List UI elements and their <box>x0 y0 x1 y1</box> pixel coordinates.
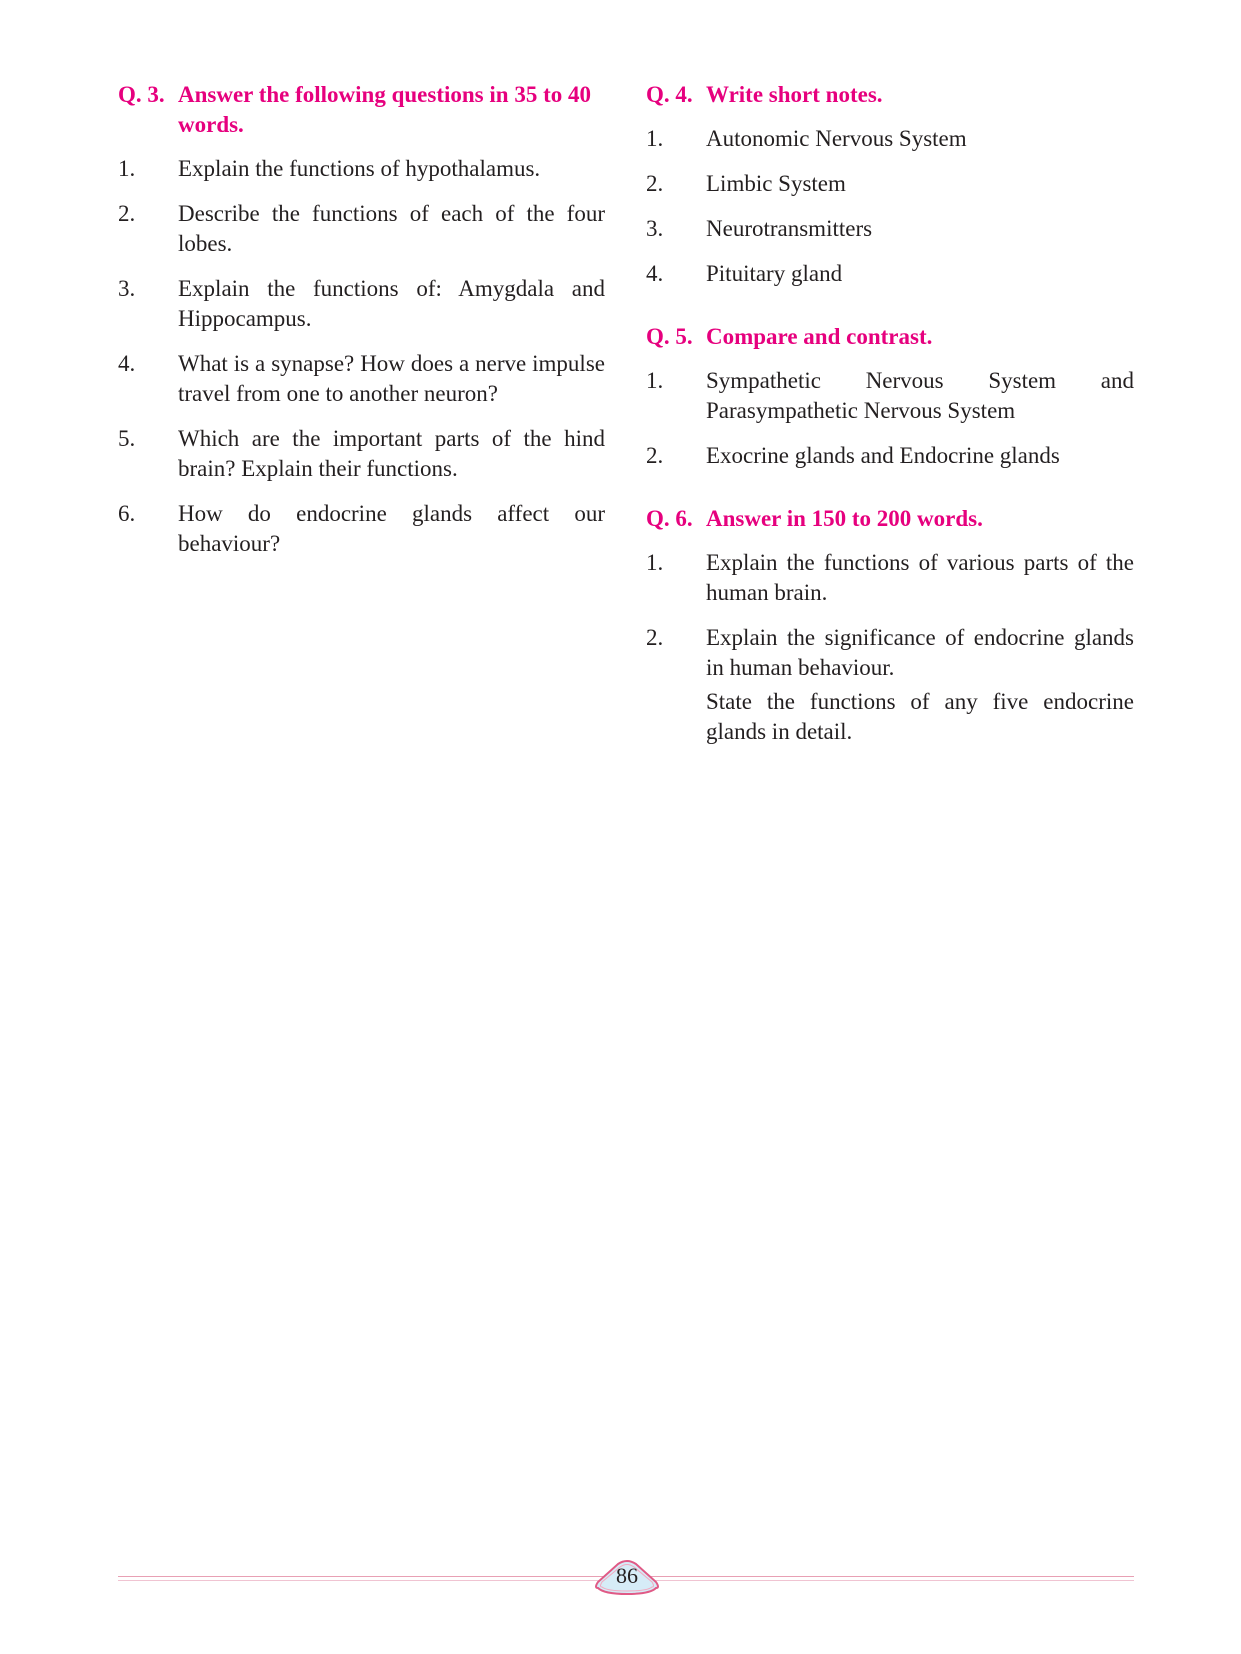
item-number: 1. <box>646 368 664 393</box>
item-text: Limbic System <box>706 171 846 196</box>
left-column <box>118 80 605 574</box>
item-text: Neurotransmitters <box>706 216 873 241</box>
item-text: Which are the important parts of the hind brain? Explain their functions. <box>178 426 605 481</box>
item-number: 3. <box>646 216 664 241</box>
q5-heading <box>646 322 1134 352</box>
item-number: 2. <box>118 201 136 226</box>
list-item <box>118 274 605 334</box>
q6-heading <box>646 504 1134 534</box>
right-column <box>646 80 1134 762</box>
q5-title: Compare and contrast. <box>706 324 933 349</box>
list-item <box>118 424 605 484</box>
list-item <box>646 124 1134 154</box>
item-text: Explain the significance of endocrine glands in human behaviour. <box>706 625 1134 680</box>
item-text: How do endocrine glands affect our behaviour? <box>178 501 605 556</box>
item-number: 5. <box>118 426 136 451</box>
section-spacer <box>646 486 1134 504</box>
item-number: 1. <box>646 550 664 575</box>
list-item <box>118 154 605 184</box>
list-item <box>646 259 1134 289</box>
section-spacer <box>646 304 1134 322</box>
item-number: 4. <box>118 351 136 376</box>
q5-number: Q. 5. <box>646 324 693 349</box>
item-text-continued: State the functions of any five endocrine glands in detail. <box>706 689 1134 744</box>
item-number: 1. <box>118 156 136 181</box>
item-text: Explain the functions of: Amygdala and Hippocampus. <box>178 276 605 331</box>
item-text: Explain the functions of various parts of the human brain. <box>706 550 1134 605</box>
item-number: 2. <box>646 171 664 196</box>
q4-heading <box>646 80 1134 110</box>
list-item <box>646 548 1134 608</box>
q4-title: Write short notes. <box>706 82 883 107</box>
item-number: 1. <box>646 126 664 151</box>
q3-number: Q. 3. <box>118 82 165 107</box>
item-text: Explain the functions of hypothalamus. <box>178 156 541 181</box>
item-text-block <box>706 623 1134 747</box>
item-text: Autonomic Nervous System <box>706 126 967 151</box>
list-item <box>118 199 605 259</box>
list-item <box>646 441 1134 471</box>
q4-number: Q. 4. <box>646 82 693 107</box>
list-item <box>646 623 1134 747</box>
item-number: 2. <box>646 625 664 650</box>
item-number: 2. <box>646 443 664 468</box>
q3-heading <box>118 80 605 140</box>
q6-title: Answer in 150 to 200 words. <box>706 506 983 531</box>
item-number: 4. <box>646 261 664 286</box>
list-item <box>646 366 1134 426</box>
page-number: 86 <box>616 1563 638 1588</box>
list-item <box>118 349 605 409</box>
item-text: Pituitary gland <box>706 261 843 286</box>
item-number: 6. <box>118 501 136 526</box>
list-item <box>646 214 1134 244</box>
item-text: What is a synapse? How does a nerve impulse travel from one to another neuron? <box>178 351 605 406</box>
item-number: 3. <box>118 276 136 301</box>
q3-title: Answer the following questions in 35 to 40 words. <box>178 82 591 137</box>
list-item <box>118 499 605 559</box>
item-text: Exocrine glands and Endocrine glands <box>706 443 1060 468</box>
list-item <box>646 169 1134 199</box>
item-text: Sympathetic Nervous System and Parasympathetic Nervous System <box>706 368 1134 423</box>
q6-number: Q. 6. <box>646 506 693 531</box>
item-text: Describe the functions of each of the four lobes. <box>178 201 605 256</box>
